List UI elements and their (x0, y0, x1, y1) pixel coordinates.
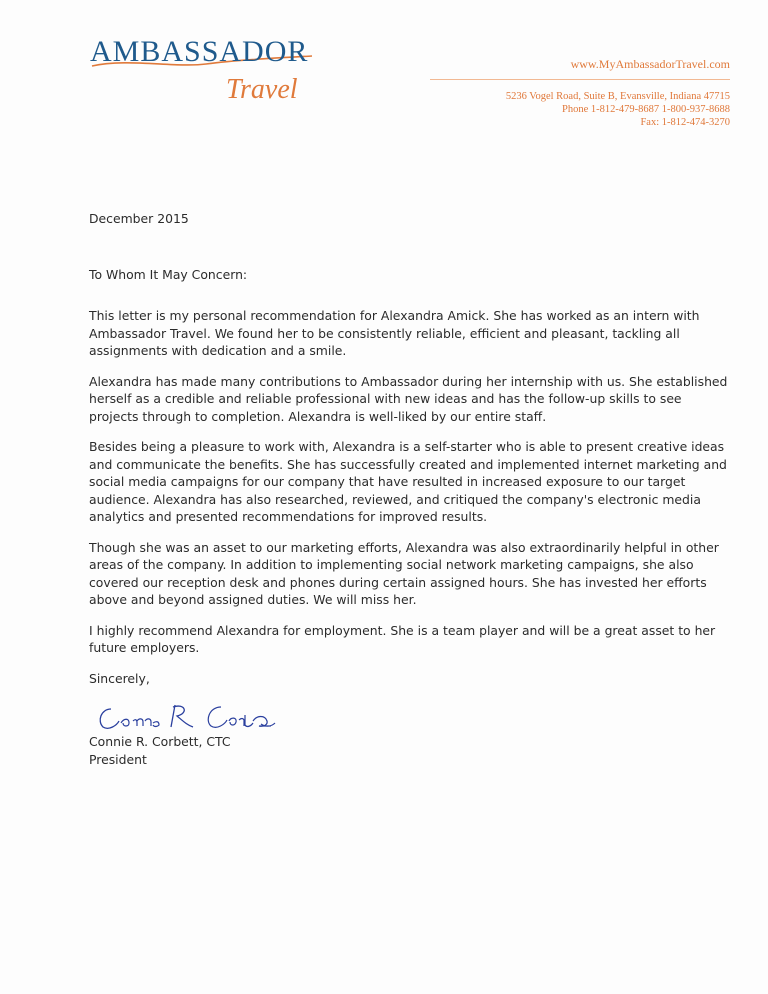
logo-wordmark: AMBASSADOR (90, 35, 309, 68)
contact-block (400, 57, 730, 129)
handwritten-signature (93, 699, 293, 733)
fax-line: Fax: 1-812-474-3270 (640, 117, 730, 128)
signer-title: President (89, 751, 147, 767)
signature-graphic (93, 699, 293, 733)
ambassador-travel-logo (86, 28, 326, 108)
paragraph-4: Though she was an asset to our marketing efforts, Alexandra was also extraordinarily helpful in other areas of the company. In addition to implementing social network marketing campaigns, she also covered our reception desk and phones during certain assigned hours. She has invested her efforts above and beyond assigned duties. We will miss her. (89, 539, 719, 607)
signer-name: Connie R. Corbett, CTC (89, 734, 231, 750)
logo-subword: Travel (226, 74, 298, 105)
logo-graphic (86, 28, 326, 108)
letter-body (89, 210, 729, 768)
letter-date: December 2015 (89, 211, 189, 226)
header-divider (430, 79, 730, 80)
paragraph-5: I highly recommend Alexandra for employment. She is a team player and will be a great asset to her future employers. (89, 622, 716, 655)
closing: Sincerely, (89, 670, 150, 686)
paragraph-2: Alexandra has made many contributions to Ambassador during her internship with us. She established herself as a credible and reliable professional with new ideas and has the follow-up skills to see projects through to completion. Alexandra is well-liked by our entire staff. (89, 373, 728, 424)
website-link[interactable]: www.MyAmbassadorTravel.com (570, 57, 730, 71)
address-line: 5236 Vogel Road, Suite B, Evansville, Indiana 47715 (505, 91, 730, 102)
salutation: To Whom It May Concern: (89, 266, 248, 282)
phone-line: Phone 1-812-479-8687 1-800-937-8688 (562, 104, 730, 115)
paragraph-1: This letter is my personal recommendation for Alexandra Amick. She has worked as an intern with Ambassador Travel. We found her to be consistently reliable, efficient and pleasant, tackling all assignments with dedication and a smile. (89, 308, 700, 358)
paragraph-3: Besides being a pleasure to work with, Alexandra is a self-starter who is able to present creative ideas and communicate the benefits. She has successfully created and implemented internet marketing and social media campaigns for our company that have resulted in increased exposure to our target audience. Alexandra has also researched, reviewed, and critiqued the company's electronic media analytics and presented recommendations for improved results. (89, 439, 727, 524)
